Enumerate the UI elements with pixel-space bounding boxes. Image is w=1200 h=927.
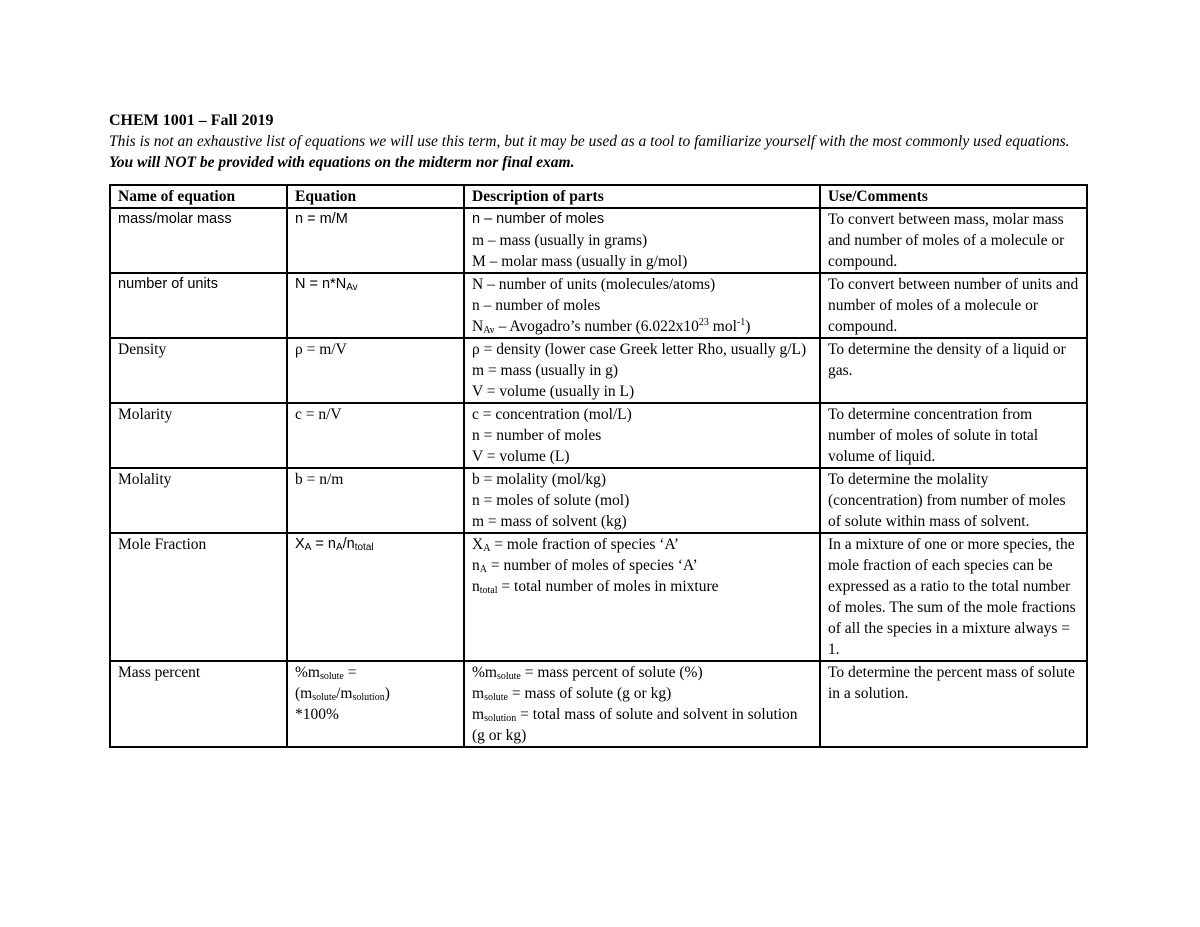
equation-formula: n = m/M [287, 208, 464, 273]
intro-emphasis: You will NOT be provided with equations on the midterm nor final exam. [109, 154, 575, 171]
part-text: = mass percent of solute (%) [520, 664, 703, 681]
part-subscript: solute [484, 692, 508, 703]
formula-text: /m [336, 685, 353, 702]
formula-text: N = n*N [295, 276, 347, 292]
table-row [110, 468, 1087, 533]
table-row [110, 208, 1087, 273]
part-item: m – mass (usually in grams) [472, 232, 648, 249]
part-text: ) [745, 318, 751, 335]
intro-text: This is not an exhaustive list of equations we will use this term, but it may be used as a tool to familiarize yourself with the most commonly used equations. [109, 133, 1070, 150]
part-text: mol [708, 318, 737, 335]
formula-text: (m [295, 685, 313, 702]
equation-use: To determine the molality (concentration) from number of moles of solute within mass of solvent. [820, 468, 1087, 533]
equation-name: number of units [110, 273, 287, 338]
part-item [472, 534, 813, 555]
equation-name: Density [110, 338, 287, 403]
equation-parts [464, 403, 820, 468]
part-variable: n [472, 578, 480, 595]
part-item: V = volume (L) [472, 448, 570, 465]
equation-use: To determine the percent mass of solute in a solution. [820, 661, 1087, 747]
formula-text: %m [295, 664, 320, 681]
formula-line [295, 662, 457, 683]
equation-formula: b = n/m [287, 468, 464, 533]
part-item: N – number of units (molecules/atoms) [472, 276, 716, 293]
formula-text: ) [384, 685, 390, 702]
table-row [110, 661, 1087, 747]
part-text: = total number of moles in mixture [497, 578, 719, 595]
equation-use: To determine concentration from number of moles of solute in total volume of liquid. [820, 403, 1087, 468]
part-subscript: total [479, 585, 498, 596]
table-row [110, 273, 1087, 338]
equation-parts [464, 273, 820, 338]
equation-parts [464, 338, 820, 403]
part-variable: X [472, 536, 484, 553]
part-item: V = volume (usually in L) [472, 383, 635, 400]
part-superscript: 23 [698, 317, 709, 328]
formula-subscript: Av [346, 282, 358, 293]
equation-parts [464, 661, 820, 747]
formula-subscript: total [354, 542, 374, 553]
part-variable: m [472, 706, 485, 723]
part-subscript: A [479, 564, 487, 575]
part-variable: %m [472, 664, 497, 681]
part-item [472, 704, 813, 746]
equation-use: To determine the density of a liquid or gas. [820, 338, 1087, 403]
intro-paragraph [109, 131, 1086, 173]
equation-parts [464, 208, 820, 273]
formula-text: = n [311, 536, 336, 552]
part-item: n – number of moles [472, 211, 605, 227]
part-subscript: solute [496, 671, 521, 682]
formula-subscript: A [304, 542, 312, 553]
part-item: b = molality (mol/kg) [472, 471, 607, 488]
formula-line [295, 683, 457, 704]
formula-line: *100% [295, 706, 339, 723]
column-header-equation: Equation [287, 185, 464, 208]
equation-formula [287, 533, 464, 661]
equation-formula [287, 661, 464, 747]
part-variable: N [472, 318, 484, 335]
formula-text: /n [342, 536, 355, 552]
part-superscript: -1 [736, 317, 746, 328]
table-row [110, 338, 1087, 403]
part-item: m = mass of solvent (kg) [472, 513, 627, 530]
formula-subscript: solute [319, 671, 344, 682]
part-item: n – number of moles [472, 297, 601, 314]
equation-name: Molality [110, 468, 287, 533]
part-text: = total mass of solute and solvent in solution (g or kg) [472, 706, 798, 744]
equation-name: Mass percent [110, 661, 287, 747]
part-variable: m [472, 685, 485, 702]
part-item [472, 576, 813, 597]
equation-use: To convert between mass, molar mass and number of moles of a molecule or compound. [820, 208, 1087, 273]
equation-name: Molarity [110, 403, 287, 468]
part-text: – Avogadro’s number (6.022x10 [494, 318, 699, 335]
part-variable: n [472, 557, 480, 574]
column-header-use: Use/Comments [820, 185, 1087, 208]
table-header-row [110, 185, 1087, 208]
formula-subscript: A [335, 542, 343, 553]
document-title: CHEM 1001 – Fall 2019 [109, 112, 274, 129]
formula-text: = [343, 664, 357, 681]
formula-subscript: solute [312, 692, 337, 703]
part-subscript: solution [484, 713, 517, 724]
part-item: c = concentration (mol/L) [472, 406, 632, 423]
part-item [472, 662, 813, 683]
column-header-name: Name of equation [110, 185, 287, 208]
equation-use: In a mixture of one or more species, the mole fraction of each species can be expressed as a ratio to the total number of moles. The sum of the mole fractions of all the species in a mixture always = 1. [820, 533, 1087, 661]
equation-formula: c = n/V [287, 403, 464, 468]
part-item: n = number of moles [472, 427, 602, 444]
part-item [472, 683, 813, 704]
table-row [110, 533, 1087, 661]
equation-name: mass/molar mass [110, 208, 287, 273]
part-item: ρ = density (lower case Greek letter Rho, usually g/L) [472, 341, 807, 358]
part-text: = mole fraction of species ‘A’ [490, 536, 680, 553]
document-page [109, 111, 1086, 748]
equation-parts [464, 533, 820, 661]
equation-parts [464, 468, 820, 533]
part-item: n = moles of solute (mol) [472, 492, 630, 509]
column-header-description: Description of parts [464, 185, 820, 208]
formula-text: X [295, 536, 305, 552]
part-subscript: Av [483, 325, 495, 336]
part-text: = number of moles of species ‘A’ [486, 557, 698, 574]
part-item: M – molar mass (usually in g/mol) [472, 253, 688, 270]
formula-subscript: solution [352, 692, 385, 703]
table-row [110, 403, 1087, 468]
part-item [472, 555, 813, 576]
part-subscript: A [483, 543, 491, 554]
part-item [472, 316, 813, 337]
equation-name: Mole Fraction [110, 533, 287, 661]
part-item: m = mass (usually in g) [472, 362, 619, 379]
equation-use: To convert between number of units and number of moles of a molecule or compound. [820, 273, 1087, 338]
equations-table [109, 184, 1088, 748]
equation-formula [287, 273, 464, 338]
equation-formula: ρ = m/V [287, 338, 464, 403]
part-text: = mass of solute (g or kg) [507, 685, 672, 702]
